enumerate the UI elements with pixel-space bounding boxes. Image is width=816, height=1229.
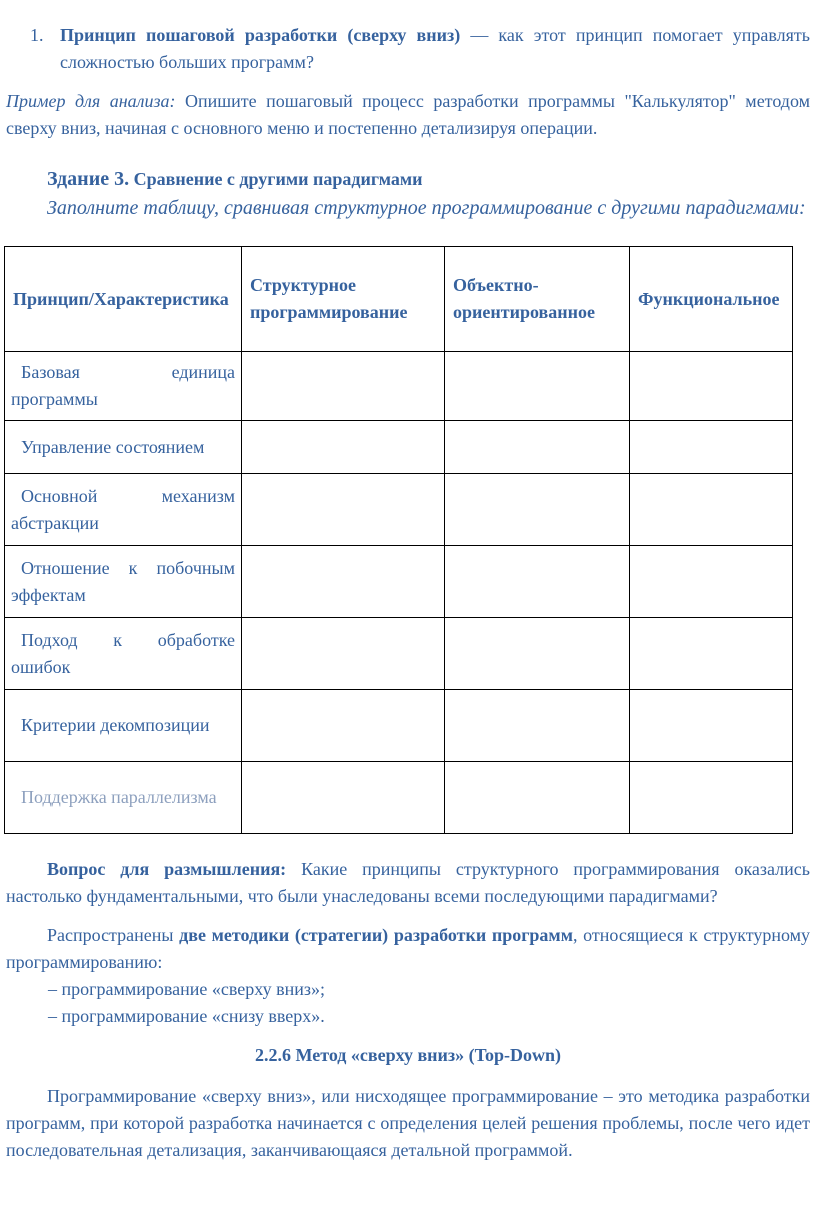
question-1 [6,22,810,76]
table-header-structured: Структурное программирование [242,247,445,352]
row-label-state-management: Управление состоянием [5,421,242,474]
table-row [5,474,793,546]
methods-tail: , относящиеся к структурному программированию: [6,925,811,972]
comparison-table [4,246,793,834]
table-empty-cell [445,690,630,762]
row-label-parallelism: Поддержка параллелизма [5,762,242,834]
reflection-paragraph [6,856,810,910]
row-label-decomposition: Критерии декомпозиции [5,690,242,762]
reflection-body: Какие принципы структурного программирования оказались настолько фундаментальными, что были унаследованы всеми последующими парадигмами? [6,859,810,906]
row-label-basic-unit: Базовая единица программы [5,352,242,421]
table-empty-cell [242,690,445,762]
table-row [5,690,793,762]
methods-bold: две методики (стратегии) разработки программ [179,925,573,945]
table-empty-cell [630,546,793,618]
table-row [5,618,793,690]
methods-lead: Распространены [47,925,180,945]
question-1-lead: Принцип пошаговой разработки (сверху вниз) [60,25,461,45]
table-empty-cell [630,474,793,546]
methods-paragraph [6,922,810,976]
table-empty-cell [445,352,630,421]
table-empty-cell [630,762,793,834]
task-3-heading [6,166,810,193]
table-row [5,546,793,618]
table-empty-cell [242,618,445,690]
table-empty-cell [242,421,445,474]
table-empty-cell [630,690,793,762]
reflection-label: Вопрос для размышления: [47,859,287,879]
list-number: 1. [30,25,44,45]
method-item-top-down: – программирование «сверху вниз»; [48,979,325,999]
task-3-title: Сравнение с другими парадигмами [129,169,423,189]
table-empty-cell [445,421,630,474]
final-paragraph: Программирование «сверху вниз», или нисходящее программирование – это методика разработки программ, при которой разработка начинается с определения целей решения проблемы, после чего идет последовательная детализация, заканчивающаяся детальной программой. [6,1086,810,1160]
task-3-label: Здание 3. [47,168,130,190]
row-label-side-effects: Отношение к побочным эффектам [5,546,242,618]
table-header-functional: Функциональное [630,247,793,352]
question-1-body: — как этот принцип помогает управлять сложностью больших программ? [60,25,810,72]
table-empty-cell [242,762,445,834]
table-header-row [5,247,793,352]
method-item-bottom-up: – программирование «снизу вверх». [48,1006,325,1026]
table-empty-cell [445,618,630,690]
table-row [5,421,793,474]
table-header-principle: Принцип/Характеристика [5,247,242,352]
table-header-oop: Объектно-ориентированное [445,247,630,352]
example-paragraph [6,88,810,142]
table-row [5,762,793,834]
table-empty-cell [242,546,445,618]
row-label-abstraction: Основной механизм абстракции [5,474,242,546]
table-empty-cell [630,421,793,474]
table-empty-cell [630,352,793,421]
task-3-instruction: Заполните таблицу, сравнивая структурное программирование с другими парадигмами: [47,197,806,219]
table-empty-cell [445,546,630,618]
table-empty-cell [445,474,630,546]
table-row [5,352,793,421]
section-heading-2-2-6: 2.2.6 Метод «сверху вниз» (Top-Down) [254,1045,561,1065]
table-empty-cell [630,618,793,690]
table-empty-cell [242,352,445,421]
example-label: Пример для анализа: [6,91,176,111]
row-label-error-handling: Подход к обработке ошибок [5,618,242,690]
example-body: Опишите пошаговый процесс разработки программы "Калькулятор" методом сверху вниз, начиная с основного меню и постепенно детализируя операции. [6,91,811,138]
table-empty-cell [445,762,630,834]
table-empty-cell [242,474,445,546]
